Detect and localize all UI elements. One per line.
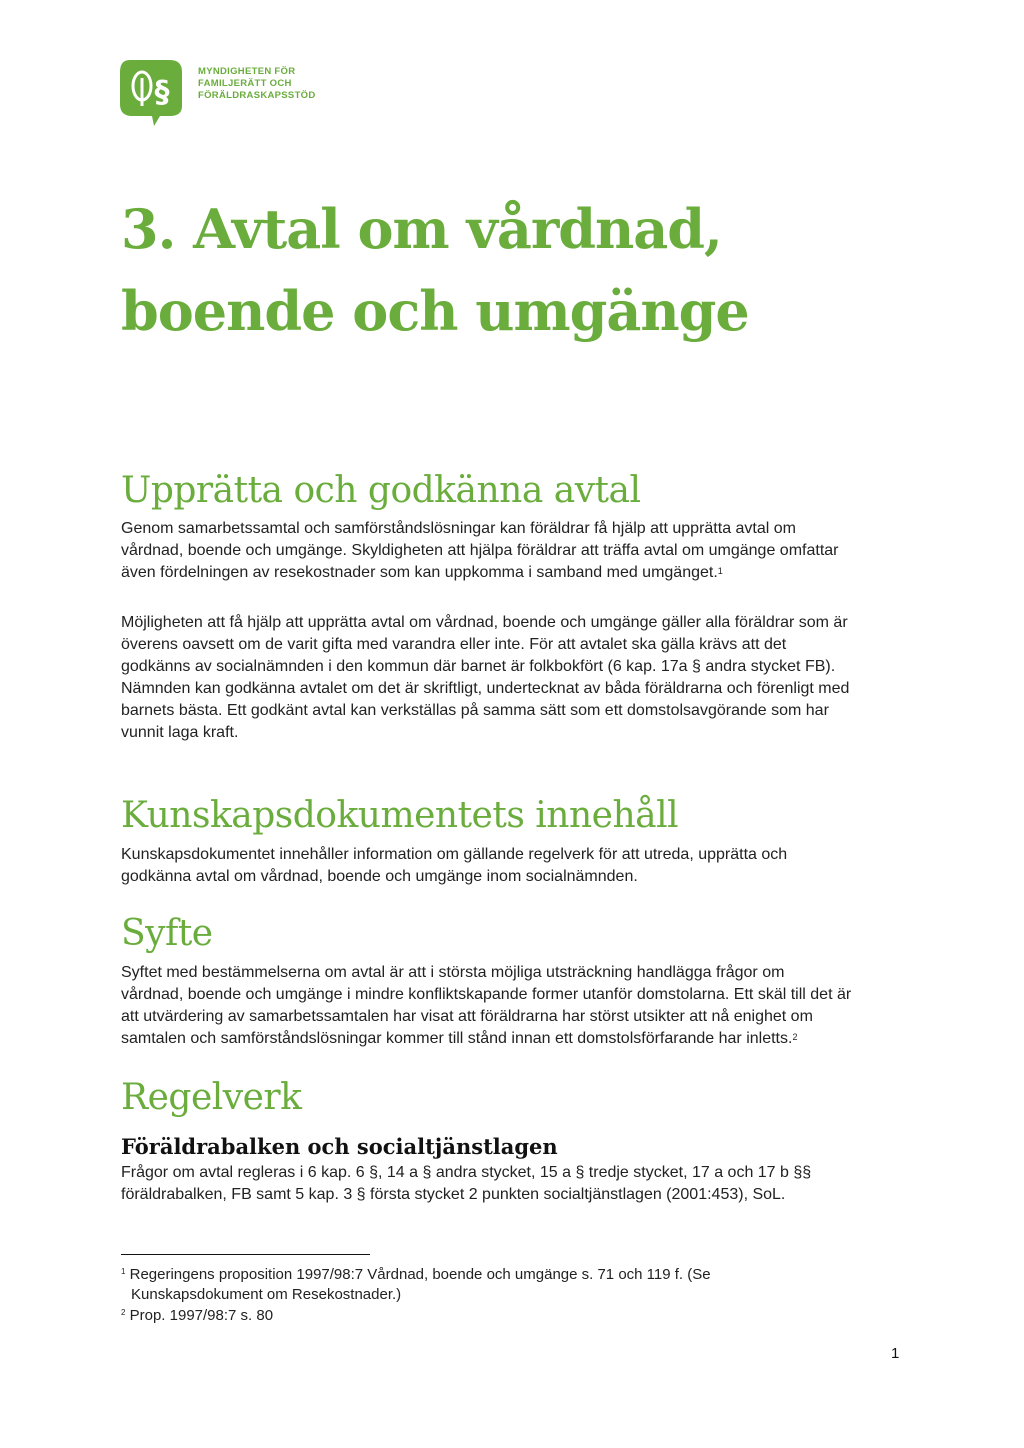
footnote-1 (121, 1265, 881, 1305)
page-number: 1 (891, 1345, 900, 1362)
paragraph-innehall (121, 844, 911, 888)
text-line: Genom samarbetssamtal och samförståndslösningar kan föräldrar få hjälp att upprätta avtal om (121, 520, 796, 537)
agency-name-line: FÖRÄLDRASKAPSSTÖD (198, 90, 316, 101)
text-line: Syftet med bestämmelserna om avtal är att i största möjliga utsträckning handlägga frågor om (121, 964, 785, 981)
text-line: vårdnad, boende och umgänge i mindre konfliktskapande former utanför domstolarna. Ett skäl till det är (121, 986, 852, 1003)
text-line (121, 1265, 881, 1285)
text-line: att utvärdering av samarbetssamtalen har visat att föräldrarna har störst utsikter att nå enighet om (121, 1008, 813, 1025)
paragraph-upprätta-1 (121, 518, 911, 584)
page-title (121, 188, 881, 352)
text-segment: Regeringens proposition 1997/98:7 Vårdnad, boende och umgänge s. 71 och 119 f. (Se (129, 1266, 711, 1283)
section-heading-innehall: Kunskapsdokumentets innehåll (121, 795, 679, 836)
agency-name-line: FAMILJERÄTT OCH (198, 78, 292, 89)
text-line: Nämnden kan godkänna avtalet om det är skriftligt, undertecknat av båda föräldrarna och förenligt med (121, 680, 850, 697)
paragraph-upprätta-2 (121, 612, 911, 744)
footnote-number: 2 (121, 1308, 126, 1317)
footnote-number: 1 (121, 1267, 126, 1276)
text-segment: Prop. 1997/98:7 s. 80 (129, 1307, 274, 1324)
text-line: Möjligheten att få hjälp att upprätta avtal om vårdnad, boende och umgänge gäller alla föräldrar som är (121, 614, 848, 631)
text-line: godkänns av socialnämnden i den kommun där barnet är folkbokfört (6 kap. 17a § andra stycket FB). (121, 658, 836, 675)
text-line (121, 1306, 881, 1326)
footnote-2 (121, 1306, 881, 1326)
text-line: vårdnad, boende och umgänge. Skyldigheten att hjälpa föräldrar att träffa avtal om umgänge omfattar (121, 542, 839, 559)
text-line: överens oavsett om de varit gifta med varandra eller inte. För att avtalet ska gälla krävs att det (121, 636, 787, 653)
text-line: Frågor om avtal regleras i 6 kap. 6 §, 14 a § andra stycket, 15 a § tredje stycket, 17 a och 17 b §§ (121, 1164, 812, 1181)
leaf-paragraph-speech-bubble-logo-icon (120, 58, 190, 128)
text-line: föräldrabalken, FB samt 5 kap. 3 § första stycket 2 punkten socialtjänstlagen (2001:453), SoL. (121, 1186, 786, 1203)
subsection-heading: Föräldrabalken och socialtjänstlagen (121, 1134, 558, 1159)
text-line (121, 1028, 911, 1050)
text-line: Kunskapsdokumentet innehåller information om gällande regelverk för att utreda, upprätta och (121, 846, 788, 863)
text-segment: samtalen och samförståndslösningar kommer till stånd innan ett domstolsförfarande har inletts. (121, 1030, 793, 1047)
text-line: Kunskapsdokument om Resekostnader.) (131, 1286, 402, 1303)
section-heading-upprätta: Upprätta och godkänna avtal (121, 470, 641, 511)
text-line: barnets bästa. Ett godkänt avtal kan verkställas på samma sätt som ett domstolsavgörande som har (121, 702, 829, 719)
footnote-ref[interactable]: 2 (792, 1032, 798, 1042)
agency-name (198, 66, 316, 102)
paragraph-regelverk (121, 1162, 911, 1206)
svg-text:§: § (154, 75, 170, 110)
section-heading-syfte: Syfte (121, 913, 213, 954)
footnote-ref[interactable]: 1 (717, 566, 723, 576)
agency-logo (120, 58, 320, 128)
agency-name-line: MYNDIGHETEN FÖR (198, 66, 296, 77)
paragraph-syfte (121, 962, 911, 1050)
section-heading-regelverk: Regelverk (121, 1077, 302, 1118)
text-segment: även fördelningen av resekostnader som kan uppkomma i samband med umgänget. (121, 564, 718, 581)
footnote-divider (121, 1254, 370, 1255)
text-line: vunnit laga kraft. (121, 724, 239, 741)
text-line: godkänna avtal om vårdnad, boende och umgänge inom socialnämnden. (121, 868, 638, 885)
text-line (121, 562, 911, 584)
page-title-line: boende och umgänge (121, 279, 749, 343)
page-title-line: 3. Avtal om vårdnad, (121, 197, 722, 261)
